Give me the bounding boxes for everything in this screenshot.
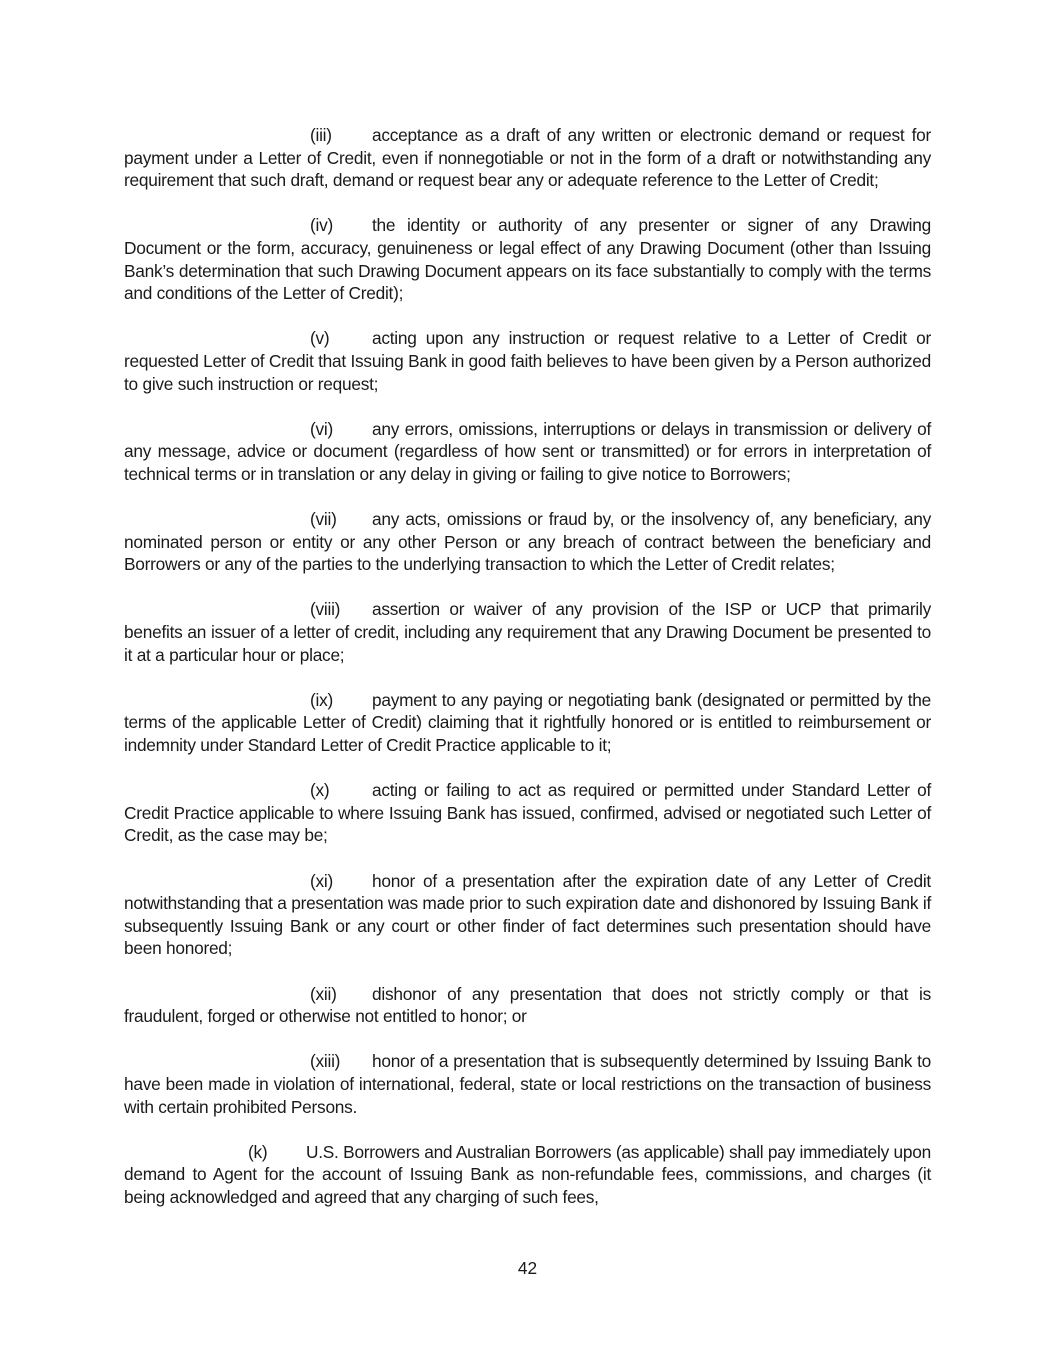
clause-marker: (xiii) [310, 1051, 341, 1072]
clause-text: the identity or authority of any presenter or signer of any Drawing Document or the form, accuracy, genuineness or legal effect of any Drawing Document (other than Issuing Bank’s determination that such Drawing Document appears on its face substantially to comply with the terms and conditions of the Letter of Credit); [124, 215, 931, 304]
clause-iv [124, 214, 931, 304]
clause-v [124, 327, 931, 395]
clause-text: payment to any paying or negotiating bank (designated or permitted by the terms of the applicable Letter of Credit) claiming that it rightfully honored or is entitled to reimbursement or indemnity under Standard Letter of Credit Practice applicable to it; [124, 689, 931, 756]
page-number: 42 [517, 1258, 538, 1278]
clause-vii [124, 508, 931, 576]
document-body [124, 124, 931, 1231]
clause-marker: (v) [310, 328, 330, 349]
clause-text: acceptance as a draft of any written or electronic demand or request for payment under a Letter of Credit, even if nonnegotiable or not in the form of a draft or notwithstanding any requirement that such draft, demand or request bear any or adequate reference to the Letter of Credit; [124, 125, 931, 191]
clause-text: any errors, omissions, interruptions or delays in transmission or delivery of any message, advice or document (regardless of how sent or transmitted) or for errors in interpretation of technical terms or in translation or any delay in giving or failing to give notice to Borrowers; [124, 418, 931, 484]
clause-iii [124, 124, 931, 192]
clause-marker: (x) [310, 780, 330, 801]
clause-xi [124, 870, 931, 960]
clause-text: assertion or waiver of any provision of the ISP or UCP that primarily benefits an issuer of a letter of credit, including any requirement that any Drawing Document be presented to it at a particular hour or place; [124, 599, 931, 665]
clause-text: dishonor of any presentation that does not strictly comply or that is fraudulent, forged or otherwise not entitled to honor; or [124, 983, 931, 1027]
section-marker: (k) [248, 1141, 268, 1162]
clause-marker: (viii) [310, 599, 341, 620]
clause-marker: (xii) [310, 983, 337, 1004]
clause-ix [124, 689, 931, 757]
clause-text: honor of a presentation that is subsequently determined by Issuing Bank to have been made in violation of international, federal, state or local restrictions on the transaction of business with certain prohibited Persons. [124, 1051, 931, 1117]
clause-text: honor of a presentation after the expiration date of any Letter of Credit notwithstanding that a presentation was made prior to such expiration date and dishonored by Issuing Bank if subsequently Issuing Bank or any court or other finder of fact determines such presentation should have been honored; [124, 870, 931, 959]
clause-xiii [124, 1050, 931, 1118]
clause-marker: (ix) [310, 689, 333, 710]
clause-marker: (iv) [310, 215, 333, 236]
clause-x [124, 779, 931, 847]
section-k [124, 1141, 931, 1209]
clause-text: any acts, omissions or fraud by, or the insolvency of, any beneficiary, any nominated person or entity or any other Person or any breach of contract between the beneficiary and Borrowers or any of the parties to the underlying transaction to which the Letter of Credit relates; [124, 509, 931, 575]
clause-marker: (vii) [310, 509, 337, 530]
clause-text: acting upon any instruction or request relative to a Letter of Credit or requested Letter of Credit that Issuing Bank in good faith believes to have been given by a Person authorized to give such instruction or request; [124, 328, 931, 394]
section-text: U.S. Borrowers and Australian Borrowers (as applicable) shall pay immediately upon demand to Agent for the account of Issuing Bank as non-refundable fees, commissions, and charges (it being acknowledged and agreed that any charging of such fees, [124, 1141, 931, 1207]
clause-viii [124, 598, 931, 666]
clause-vi [124, 418, 931, 486]
clause-marker: (vi) [310, 418, 333, 439]
clause-text: acting or failing to act as required or permitted under Standard Letter of Credit Practice applicable to where Issuing Bank has issued, confirmed, advised or negotiated such Letter of Credit, as the case may be; [124, 780, 931, 846]
clause-marker: (iii) [310, 125, 332, 145]
clause-xii [124, 983, 931, 1028]
clause-marker: (xi) [310, 870, 333, 891]
